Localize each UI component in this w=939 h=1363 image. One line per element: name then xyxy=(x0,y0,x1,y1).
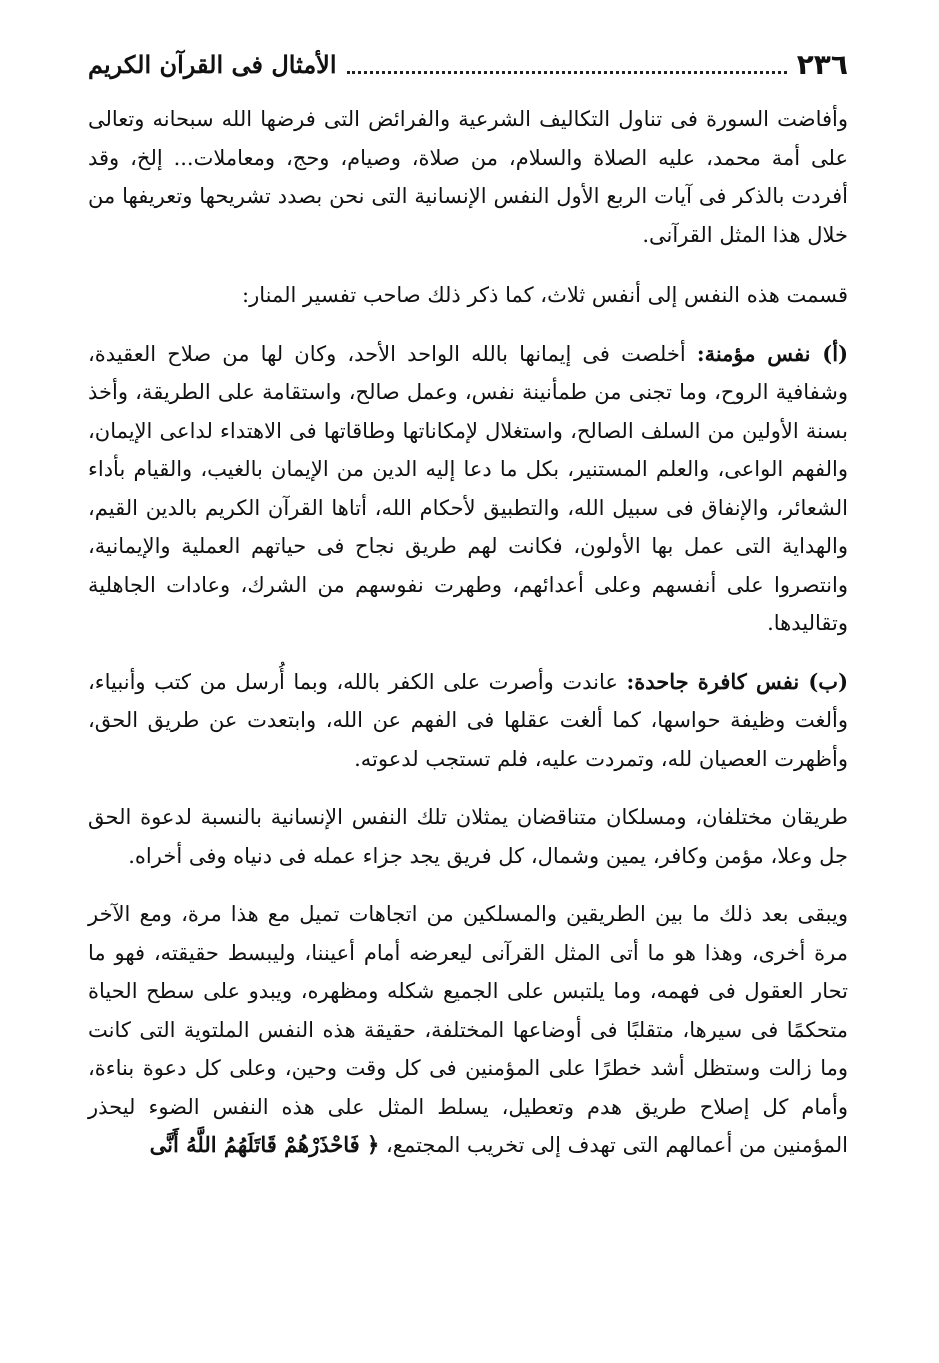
paragraph-text: عاندت وأصرت على الكفر بالله، وبما أُرسل من كتب وأنبياء، وألغت وظيفة حواسها، كما ألغت عقلها فى الفهم عن الله، وابتعدت عن طريق الحق، وأظهرت العصيان لله، وتمردت عليه، فلم تستجب لدعوته. xyxy=(88,669,848,771)
paragraph-text: قسمت هذه النفس إلى أنفس ثلاث، كما ذكر ذلك صاحب تفسير المنار: xyxy=(242,283,848,307)
page-number: ٢٣٦ xyxy=(796,47,848,81)
page-header xyxy=(88,40,848,88)
section-label: (أ) نفس مؤمنة: xyxy=(696,340,849,366)
book-page xyxy=(88,40,848,1350)
paragraph-disbelieving-soul xyxy=(88,663,848,779)
paragraph-text: ويبقى بعد ذلك ما بين الطريقين والمسلكين من اتجاهات تميل مع هذا مرة، ومع الآخر مرة أخرى، وهذا هو ما أتى المثل القرآنى ليعرضه أمام أعيننا، وليبسط حقيقته، فهو ما تحار العقول فى فهمه، وما يلتبس على الجميع شكله ومظهره، ويبدو على سطح الحياة متحكمًا فى سيرها، متقلبًا فى أوضاعها المختلفة، حقيقة هذه النفس الملتوية التى كانت وما زالت وستظل أشد خطرًا على المؤمنين فى كل وقت وحين، وعلى كل دعوة بناءة، وأمام كل إصلاح طريق هدم وتعطيل، يسلط المثل على هذه النفس الضوء ليحذر المؤمنين من أعمالهم التى تهدف إلى تخريب المجتمع، xyxy=(88,902,848,1157)
dotted-leader xyxy=(347,71,787,74)
paragraph-hypocrite-soul xyxy=(88,895,848,1165)
running-title: الأمثال فى القرآن الكريم xyxy=(88,49,337,79)
paragraph-text: وأفاضت السورة فى تناول التكاليف الشرعية والفرائض التى فرضها الله سبحانه وتعالى على أمة محمد، عليه الصلاة والسلام، من صلاة، وصيام، وحج، ومعاملات... إلخ، وقد أفردت بالذكر فى آيات الربع الأول النفس الإنسانية التى نحن بصدد تشريحها وتعريفها من خلال هذا المثل القرآنى. xyxy=(88,107,848,247)
paragraph-text: طريقان مختلفان، ومسلكان متناقضان يمثلان تلك النفس الإنسانية بالنسبة لدعوة الحق جل وعلا، مؤمن وكافر، يمين وشمال، كل فريق يجد جزاء عمله فى دنياه وفى أخراه. xyxy=(88,805,848,868)
paragraph-two-paths xyxy=(88,798,848,875)
section-label: (ب) نفس كافرة جاحدة: xyxy=(626,668,849,694)
paragraph-intro xyxy=(88,100,848,254)
quran-verse: ﴿ فَاحْذَرْهُمْ قَاتَلَهُمُ اللَّهُ أَنَّى xyxy=(149,1132,380,1157)
paragraph-division xyxy=(88,276,848,315)
paragraph-text: أخلصت فى إيمانها بالله الواحد الأحد، وكان لها من صلاح العقيدة، وشفافية الروح، وما تجنى من طمأنينة نفس، وعمل صالح، واستقامة على الطريقة، وأخذ بسنة الأولين من السلف الصالح، واستغلال لإمكاناتها وطاقاتها فى الاهتداء لداعى الإيمان، والفهم الواعى، والعلم المستنير، بكل ما دعا إليه الدين من الإيمان بالغيب، والقيام بأداء الشعائر، والإنفاق فى سبيل الله، والتطبيق لأحكام الله، أتاها القرآن الكريم بالدين القيم، والهداية التى عمل بها الأولون، فكانت لهم طريق نجاح فى حياتهم العملية والإيمانية، وانتصروا على أنفسهم وعلى أعدائهم، وطهرت نفوسهم من الشرك، وعادات الجاهلية وتقاليدها. xyxy=(88,341,848,635)
paragraph-believing-soul xyxy=(88,335,848,643)
